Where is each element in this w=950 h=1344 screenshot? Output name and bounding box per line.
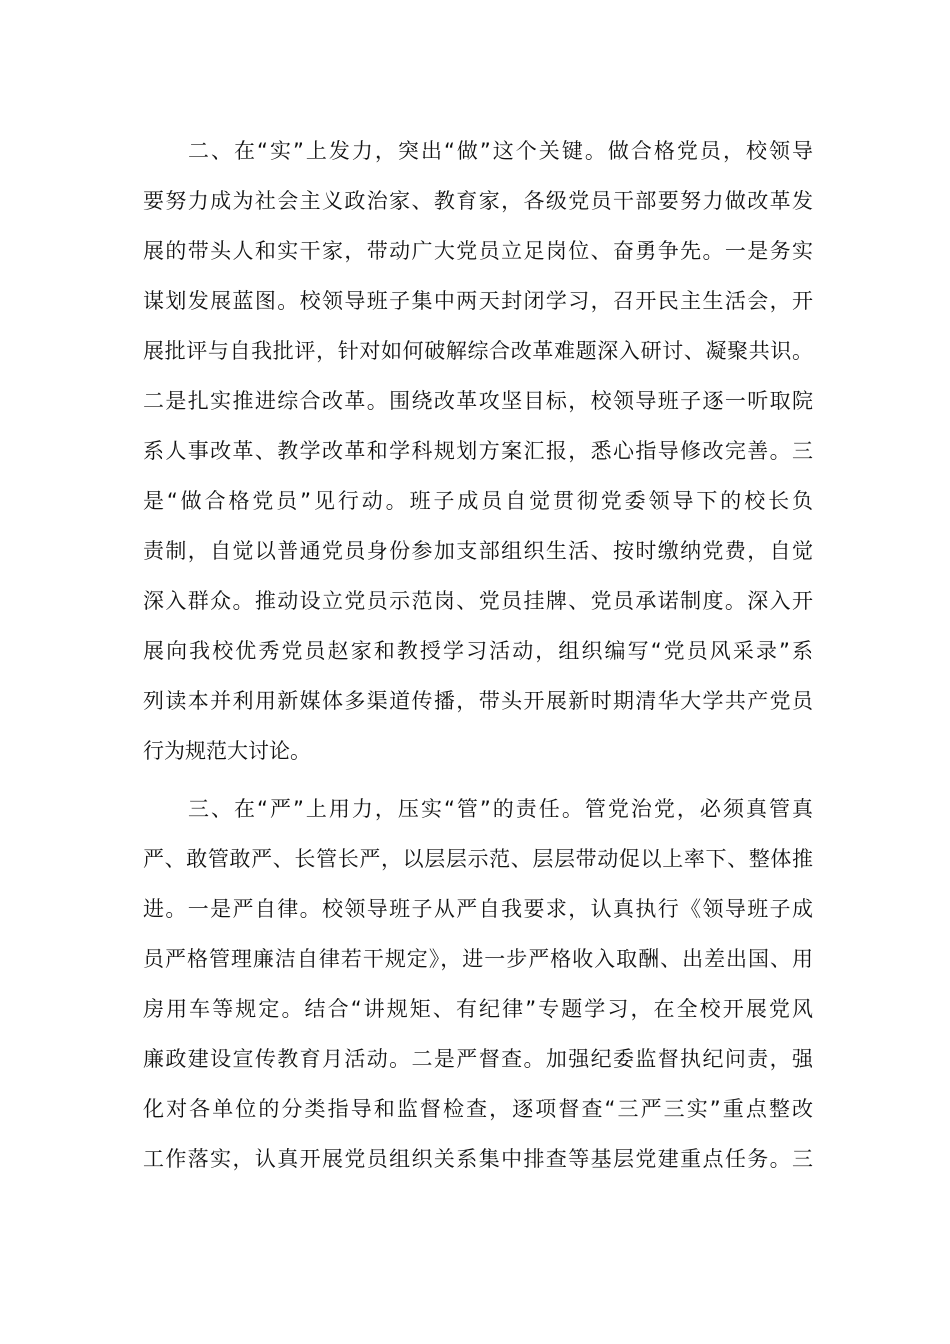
text-line: 展向我校优秀党员赵家和教授学习活动，组织编写“党员风采录”系	[143, 639, 813, 663]
text-line: 工作落实，认真开展党员组织关系集中排查等基层党建重点任务。三	[143, 1147, 813, 1171]
text-line: 化对各单位的分类指导和监督检查，逐项督查“三严三实”重点整改	[143, 1097, 813, 1121]
text-line: 责制，自觉以普通党员身份参加支部组织生活、按时缴纳党费，自觉	[143, 539, 813, 563]
text-line: 严、敢管敢严、长管长严，以层层示范、层层带动促以上率下、整体推	[143, 847, 813, 871]
text-line: 进。一是严自律。校领导班子从严自我要求，认真执行《领导班子成	[143, 897, 813, 921]
text-line: 展批评与自我批评，针对如何破解综合改革难题深入研讨、凝聚共识。	[143, 339, 813, 363]
text-line: 要努力成为社会主义政治家、教育家，各级党员干部要努力做改革发	[143, 189, 813, 213]
text-line: 深入群众。推动设立党员示范岗、党员挂牌、党员承诺制度。深入开	[143, 589, 813, 613]
text-line: 房用车等规定。结合“讲规矩、有纪律”专题学习，在全校开展党风	[143, 997, 813, 1021]
text-line: 行为规范大讨论。	[143, 739, 311, 763]
text-line: 系人事改革、教学改革和学科规划方案汇报，悉心指导修改完善。三	[143, 439, 813, 463]
paragraph-2	[143, 126, 813, 776]
text-line: 廉政建设宣传教育月活动。二是严督查。加强纪委监督执纪问责，强	[143, 1047, 813, 1071]
text-line: 三、在“严”上用力，压实“管”的责任。管党治党，必须真管真	[188, 797, 813, 821]
text-line: 员严格管理廉洁自律若干规定》，进一步严格收入取酬、出差出国、用	[143, 947, 813, 971]
text-line: 展的带头人和实干家，带动广大党员立足岗位、奋勇争先。一是务实	[143, 239, 813, 263]
text-line: 是“做合格党员”见行动。班子成员自觉贯彻党委领导下的校长负	[143, 489, 813, 513]
paragraph-3	[143, 784, 813, 1184]
text-line: 谋划发展蓝图。校领导班子集中两天封闭学习，召开民主生活会，开	[143, 289, 813, 313]
text-line: 列读本并利用新媒体多渠道传播，带头开展新时期清华大学共产党员	[143, 689, 813, 713]
text-line: 二、在“实”上发力，突出“做”这个关键。做合格党员，校领导	[188, 139, 813, 163]
text-line: 二是扎实推进综合改革。围绕改革攻坚目标，校领导班子逐一听取院	[143, 389, 813, 413]
